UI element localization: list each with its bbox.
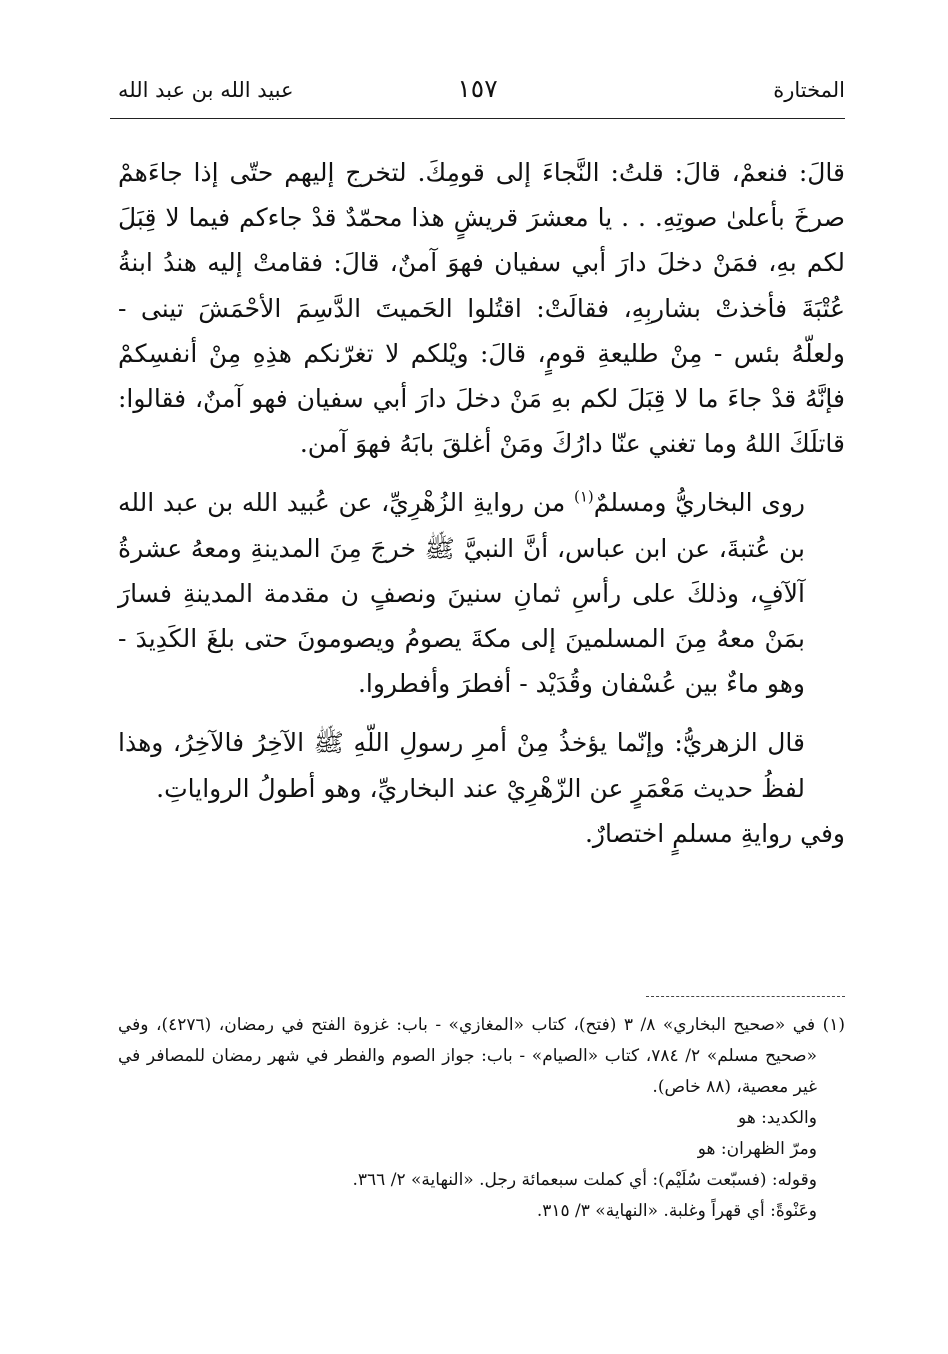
paragraph-2-start: روى البخاريُّ ومسلمٌ [593, 488, 805, 518]
footnote-marr-zahran: ومرّ الظهران: هو [697, 1139, 817, 1159]
footnote-kadid: والكديد: هو [738, 1108, 817, 1128]
footnote-1: (١) في «صحيح البخاري» ٨/ ٣ (فتح)، كتاب «المغازي» - باب: غزوة الفتح في رمضان، (٤٢٧٦)، وفي «صحيح مسلم» ٢/ ٧٨٤، كتاب «الصيام» - باب: جواز الصوم والفطر في شهر رمضان للمصافر في غير معصية، (٨٨ خاص). [118, 1015, 845, 1097]
footnote-sulaym: وقوله: (فسبّعت سُلَيْم): أي كملت سبعمائة رجل. «النهاية» ٢/ ٣٦٦. [352, 1170, 817, 1190]
header-rule [110, 118, 845, 119]
footnote-separator [646, 996, 845, 997]
page-number: ١٥٧ [457, 74, 498, 103]
paragraph-2 [118, 480, 845, 706]
section-title: عبيد الله بن عبد الله [118, 78, 294, 102]
footnotes [118, 1010, 845, 1227]
paragraph-2-rest: من روايةِ الزُهْرِيِّ، عن عُبيد الله بن عبد الله بن عُتبةَ، عن ابن عباس، أنَّ النبيَّ ﷺ خرجَ مِنَ المدينةِ ومعهُ عشرةُ آلآفٍ، وذلكَ على رأسِ ثمانِ سنينَ ونصفٍ ن مقدمة المدينةِ فسارَ بمَنْ معهُ مِنَ المسلمينَ إلى مكةَ يصومُ ويصومونَ حتى بلغَ الكَدِيدَ - وهو ماءٌ بين عُسْفان وقُدَيْد - أفطرَ وأفطروا. [118, 488, 805, 699]
paragraph-3: قال الزهريُّ: وإنّما يؤخذُ مِنْ أمرِ رسولِ اللّهِ ﷺ الآخِرُ فالآخِرُ، وهذا لفظُ حديث مَعْمَرٍ عن الزّهْرِيْ عند البخاريِّ، وهو أطولُ الرواياتِ. [118, 728, 805, 803]
book-title: المختارة [773, 78, 845, 102]
page-header [110, 70, 845, 118]
footnote-anwa: وعَنْوةً: أي قهراً وغلبة. «النهاية» ٣/ ٣١٥. [536, 1201, 817, 1221]
footnote-reference: (١) [573, 488, 594, 507]
paragraph-4: وفي روايةِ مسلمٍ اختصارٌ. [584, 818, 845, 848]
main-text [118, 150, 845, 856]
paragraph-1: قالَ: فنعمْ، قالَ: قلتُ: النَّجاءَ إلى قومِكَ. لتخرج إليهم حتّى إذا جاءَهمْ صرخَ بأعلىٰ صوتِهِ. . . يا معشرَ قريشٍ هذا محمّدٌ قدْ جاءكم فيما لا قِبَلَ لكم بهِ، فمَنْ دخلَ دارَ أبي سفيان فهوَ آمنٌ، قالَ: فقامتْ إليه هندُ ابنةُ عُتْبَةَ فأخذتْ بشاربِهِ، فقالَتْ: اقتُلوا الحَميتَ الدَّسِمَ الأحْمَشَ تينى - ولعلّهُ بئس - مِنْ طليعةِ قومٍ، قالَ: ويْلكم لا تغرّنكم هذِهِ مِنْ أنفسِكمْ فإنَّهُ قدْ جاءَ ما لا قِبَلَ لكم بهِ مَنْ دخلَ دارَ أبي سفيان فهو آمنٌ، فقالوا: قاتلَكَ اللهُ وما تغني عنّا دارُكَ ومَنْ أغلقَ بابَهُ فهوَ آمن. [118, 158, 845, 459]
